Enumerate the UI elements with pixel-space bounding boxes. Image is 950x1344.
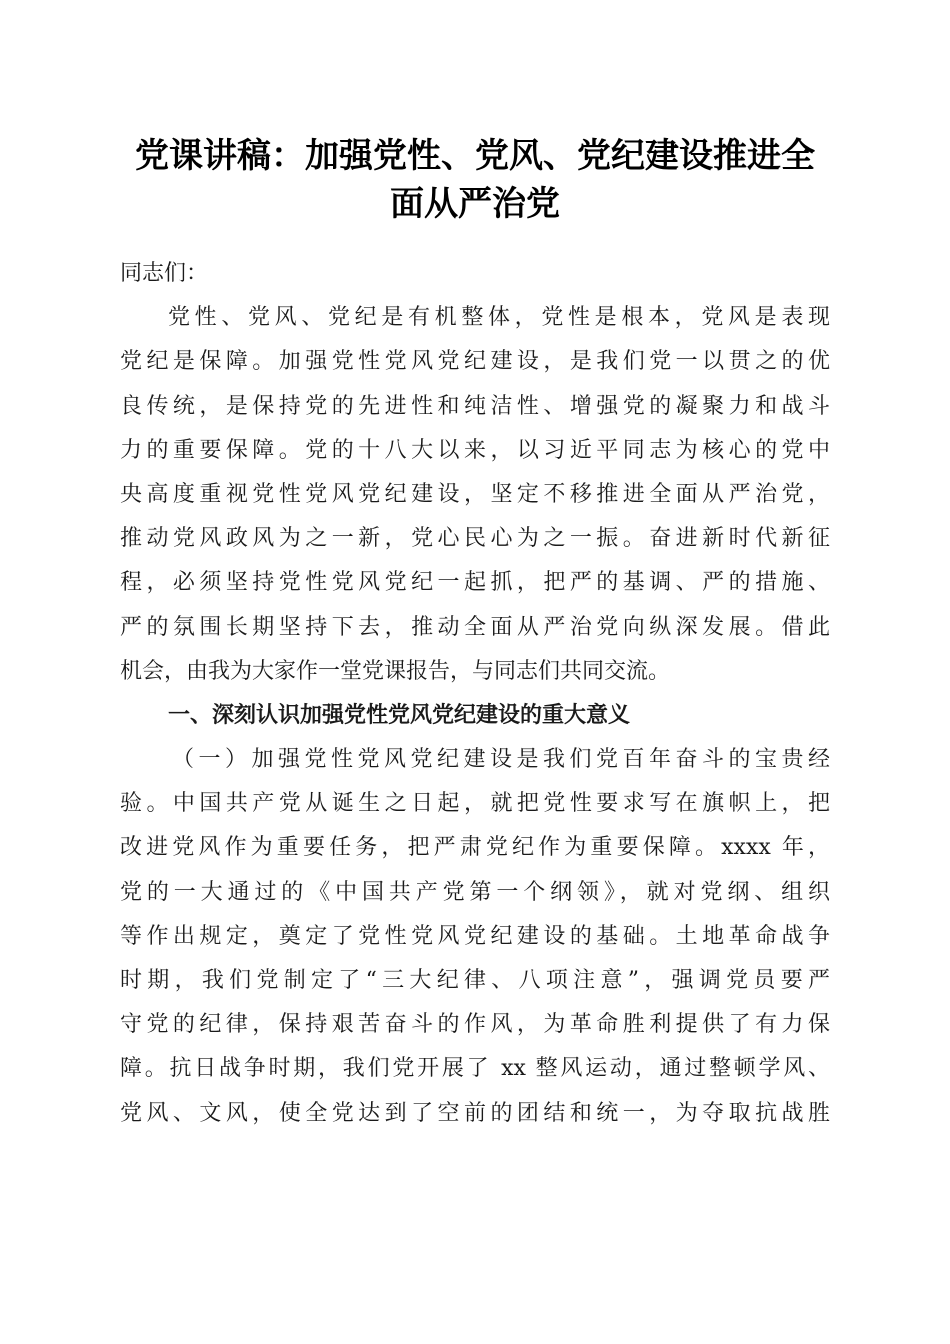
- paragraph-line: 推动党风政风为之一新，党心民心为之一振。奋进新时代新征: [120, 526, 830, 552]
- paragraph-line: 力的重要保障。党的十八大以来，以习近平同志为核心的党中: [120, 437, 830, 463]
- paragraph-line: 改进党风作为重要任务，把严肃党纪作为重要保障。xxxx 年，: [120, 835, 830, 861]
- paragraph-line: 党纪是保障。加强党性党风党纪建设，是我们党一以贯之的优: [120, 349, 830, 375]
- title-line: 面从严治党: [390, 184, 560, 224]
- document-title: [105, 132, 845, 228]
- paragraph-line: 严的氛围长期坚持下去，推动全面从严治党向纵深发展。借此: [120, 614, 830, 640]
- paragraph-line: 验。中国共产党从诞生之日起，就把党性要求写在旗帜上，把: [120, 791, 830, 817]
- paragraph-intro: [120, 296, 830, 694]
- paragraph-line: 等作出规定，奠定了党性党风党纪建设的基础。土地革命战争: [120, 923, 830, 949]
- paragraph-line: 央高度重视党性党风党纪建设，坚定不移推进全面从严治党，: [120, 481, 830, 507]
- paragraph-line: 障。抗日战争时期，我们党开展了 xx 整风运动，通过整顿学风、: [120, 1056, 830, 1082]
- paragraph-line: 党性、党风、党纪是有机整体，党性是根本，党风是表现: [168, 305, 830, 331]
- paragraph-line: 良传统，是保持党的先进性和纯洁性、增强党的凝聚力和战斗: [120, 393, 830, 419]
- paragraph-line: 机会，由我为大家作一堂党课报告，与同志们共同交流。: [120, 658, 671, 684]
- section-heading: 一、深刻认识加强党性党风党纪建设的重大意义: [168, 702, 631, 728]
- document-body: [120, 252, 830, 1136]
- paragraph-line: 党的一大通过的《中国共产党第一个纲领》，就对党纲、组织: [120, 879, 830, 905]
- title-line: 党课讲稿：加强党性、党风、党纪建设推进全: [135, 136, 815, 176]
- greeting: 同志们：: [120, 261, 209, 286]
- paragraph-line: 程，必须坚持党性党风党纪一起抓，把严的基调、严的措施、: [120, 570, 830, 596]
- paragraph-line: （一）加强党性党风党纪建设是我们党百年奋斗的宝贵经: [172, 747, 830, 773]
- paragraph-line: 党风、文风，使全党达到了空前的团结和统一，为夺取抗战胜: [120, 1100, 830, 1126]
- paragraph-line: 时期，我们党制定了“三大纪律、八项注意”，强调党员要严: [120, 968, 830, 993]
- paragraph-line: 守党的纪律，保持艰苦奋斗的作风，为革命胜利提供了有力保: [120, 1012, 830, 1038]
- paragraph-section-1: [120, 738, 830, 1136]
